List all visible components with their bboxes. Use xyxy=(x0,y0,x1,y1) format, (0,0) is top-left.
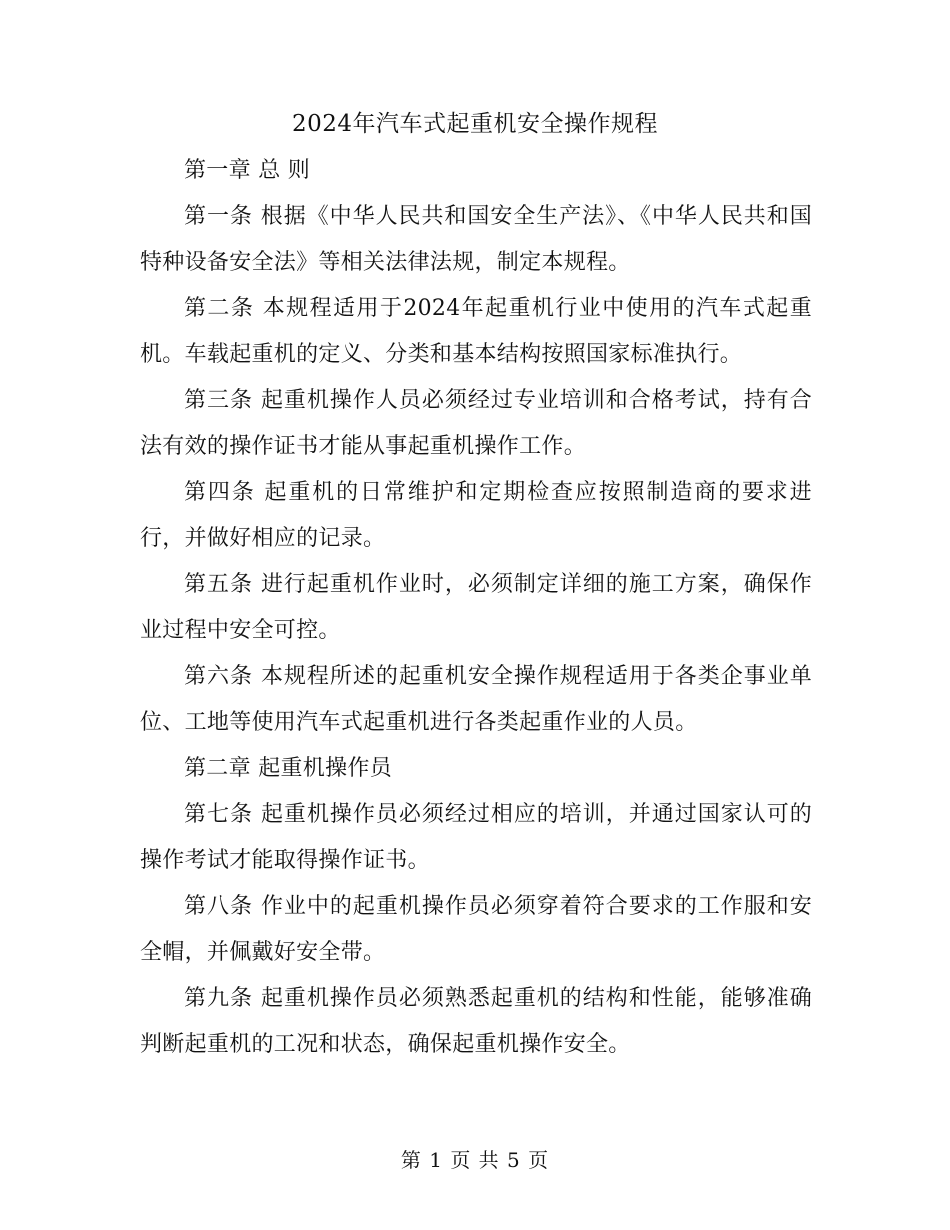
document-title: 2024年汽车式起重机安全操作规程 xyxy=(291,111,659,137)
page-number-footer: 第 1 页 共 5 页 xyxy=(400,1148,550,1172)
article-paragraph: 第五条 进行起重机作业时，必须制定详细的施工方案，确保作业过程中安全可控。 xyxy=(140,572,812,643)
article-paragraph: 第四条 起重机的日常维护和定期检查应按照制造商的要求进行，并做好相应的记录。 xyxy=(140,480,812,551)
article-paragraph: 第六条 本规程所述的起重机安全操作规程适用于各类企事业单位、工地等使用汽车式起重机进行各类起重作业的人员。 xyxy=(140,664,812,735)
chapter-heading: 第二章 起重机操作员 xyxy=(184,756,392,781)
article-paragraph: 第九条 起重机操作员必须熟悉起重机的结构和性能，能够准确判断起重机的工况和状态，确保起重机操作安全。 xyxy=(140,986,812,1057)
article-paragraph: 第八条 作业中的起重机操作员必须穿着符合要求的工作服和安全帽，并佩戴好安全带。 xyxy=(140,894,812,965)
article-paragraph: 第一条 根据《中华人民共和国安全生产法》、《中华人民共和国特种设备安全法》等相关法律法规，制定本规程。 xyxy=(140,204,812,275)
document-body xyxy=(140,148,812,1068)
article-paragraph: 第七条 起重机操作员必须经过相应的培训，并通过国家认可的操作考试才能取得操作证书。 xyxy=(140,802,812,873)
chapter-heading: 第一章 总 则 xyxy=(184,158,311,183)
article-paragraph: 第二条 本规程适用于2024年起重机行业中使用的汽车式起重机。车载起重机的定义、分类和基本结构按照国家标准执行。 xyxy=(140,296,812,367)
article-paragraph: 第三条 起重机操作人员必须经过专业培训和合格考试，持有合法有效的操作证书才能从事起重机操作工作。 xyxy=(140,388,812,459)
